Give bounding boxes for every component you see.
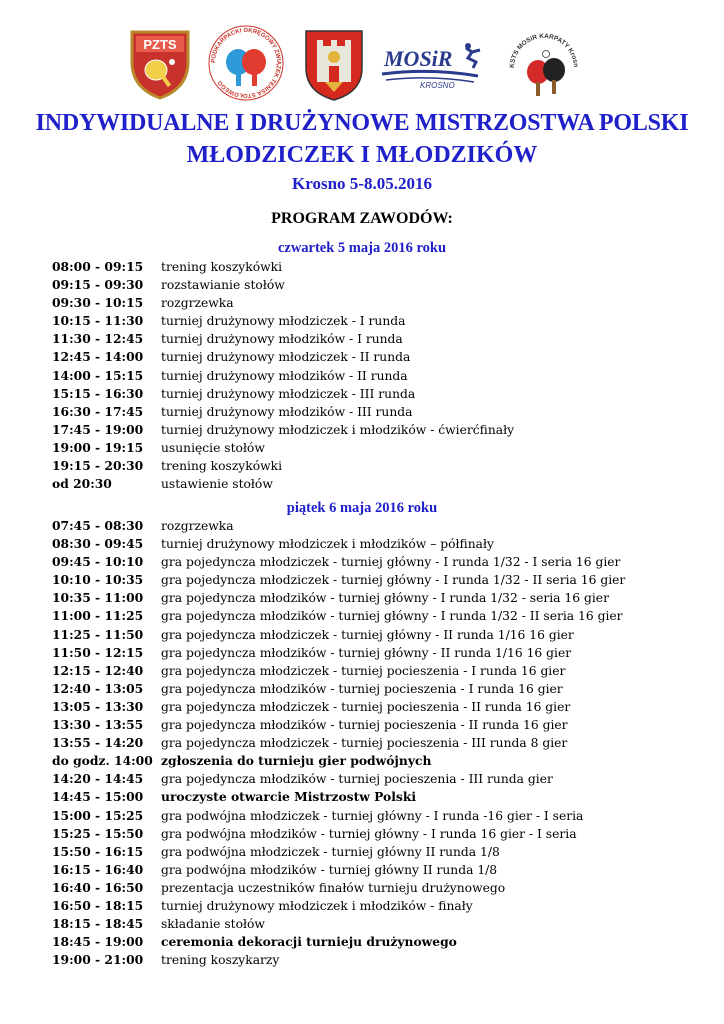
regional-association-logo	[207, 24, 285, 102]
krosno-coat-of-arms	[303, 28, 365, 102]
schedule-time: 11:25 - 11:50	[52, 626, 144, 642]
schedule-time: 15:50 - 16:15	[52, 843, 144, 859]
schedule-activity: rozstawianie stołów	[161, 278, 285, 293]
schedule-activity: rozgrzewka	[161, 519, 234, 533]
schedule-activity: turniej drużynowy młodzików - II runda	[161, 368, 408, 383]
schedule-activity: trening koszykówki	[161, 459, 283, 474]
schedule-activity: gra podwójna młodziczek - turniej główny II runda 1/8	[161, 844, 500, 859]
schedule-activity: gra pojedyncza młodziczek - turniej pocieszenia - I runda 16 gier	[161, 663, 566, 678]
schedule-time: 10:15 - 11:30	[52, 313, 144, 329]
day-heading: czwartek 5 maja 2016 roku	[277, 240, 447, 256]
schedule-row	[52, 933, 692, 951]
schedule-time: 11:30 - 12:45	[52, 331, 144, 347]
schedule-time: 19:00 - 21:00	[52, 952, 144, 968]
schedule-time: 16:50 - 18:15	[52, 897, 144, 913]
schedule-time: 11:50 - 12:15	[52, 644, 144, 660]
schedule-activity: prezentacja uczestników finałów turnieju drużynowego	[161, 880, 506, 895]
schedule-time: 16:30 - 17:45	[52, 403, 144, 419]
mosir-logo-text: MOSiR	[384, 46, 453, 71]
schedule-time: 10:35 - 11:00	[52, 590, 144, 606]
schedule-time: 09:15 - 09:30	[52, 277, 144, 293]
schedule-row	[52, 276, 692, 294]
schedule-activity: turniej drużynowy młodziczek i młodzików - finały	[161, 898, 473, 913]
schedule-row	[52, 879, 692, 897]
schedule-activity: gra pojedyncza młodzików - turniej główny - I runda 1/32 - seria 16 gier	[161, 591, 609, 606]
schedule-activity: gra pojedyncza młodzików - turniej główny - I runda 1/32 - II seria 16 gier	[161, 609, 623, 624]
document-title-line1: INDYWIDUALNE I DRUŻYNOWE MISTRZOSTWA POLSKI	[35, 110, 689, 136]
schedule-activity: gra pojedyncza młodziczek - turniej główny - I runda 1/32 - II seria 16 gier	[161, 573, 626, 588]
schedule-row	[52, 644, 692, 662]
schedule-row	[52, 535, 692, 553]
schedule-time: 19:15 - 20:30	[52, 458, 144, 474]
schedule-row	[52, 571, 692, 589]
schedule-time: 08:30 - 09:45	[52, 536, 144, 552]
schedule-day-1	[52, 258, 692, 493]
schedule-row	[52, 716, 692, 734]
schedule-activity: gra pojedyncza młodzików - turniej pocieszenia - II runda 16 gier	[161, 718, 568, 733]
schedule-row	[52, 626, 692, 644]
ksts-logo-text: KSTS MOSiR KARPATY Krosn	[508, 32, 580, 69]
schedule-time: do godz. 14:00	[52, 753, 153, 769]
schedule-activity: turniej drużynowy młodzików - I runda	[161, 332, 403, 347]
schedule-activity: turniej drużynowy młodziczek - III runda	[161, 386, 416, 401]
schedule-time: 19:00 - 19:15	[52, 439, 144, 455]
schedule-activity: ceremonia dekoracji turnieju drużynowego	[161, 934, 457, 950]
schedule-row	[52, 348, 692, 366]
schedule-time: 17:45 - 19:00	[52, 421, 144, 437]
schedule-time: 15:15 - 16:30	[52, 385, 144, 401]
schedule-time: 14:45 - 15:00	[52, 789, 144, 805]
schedule-time: 18:45 - 19:00	[52, 934, 144, 950]
mosir-city-text: KROSNO	[420, 81, 455, 90]
schedule-time: od 20:30	[52, 476, 112, 492]
schedule-activity: gra pojedyncza młodzików - turniej pocieszenia - I runda 16 gier	[161, 681, 563, 696]
schedule-time: 14:20 - 14:45	[52, 771, 144, 787]
schedule-time: 18:15 - 18:45	[52, 916, 144, 932]
schedule-time: 09:45 - 10:10	[52, 554, 144, 570]
schedule-time: 15:00 - 15:25	[52, 807, 144, 823]
schedule-time: 13:05 - 13:30	[52, 698, 144, 714]
program-heading: PROGRAM ZAWODÓW:	[271, 210, 453, 227]
schedule-activity: gra pojedyncza młodziczek - turniej pocieszenia - II runda 16 gier	[161, 699, 571, 714]
schedule-row	[52, 734, 692, 752]
schedule-row	[52, 258, 692, 276]
schedule-row	[52, 861, 692, 879]
schedule-activity: składanie stołów	[161, 917, 265, 932]
schedule-activity: turniej drużynowy młodziczek i młodzików - ćwierćfinały	[161, 422, 515, 437]
schedule-activity: gra podwójna młodzików - turniej główny II runda 1/8	[161, 862, 498, 877]
schedule-row	[52, 788, 692, 806]
schedule-time: 07:45 - 08:30	[52, 518, 144, 533]
schedule-activity: turniej drużynowy młodziczek i młodzików – półfinały	[161, 537, 494, 552]
schedule-row	[52, 843, 692, 861]
schedule-time: 10:10 - 10:35	[52, 572, 144, 588]
mosir-logo	[380, 40, 492, 92]
schedule-day-2	[52, 517, 692, 969]
schedule-row	[52, 457, 692, 475]
schedule-row	[52, 770, 692, 788]
schedule-row	[52, 475, 692, 493]
schedule-activity: gra pojedyncza młodziczek - turniej pocieszenia - III runda 8 gier	[161, 736, 568, 751]
schedule-time: 12:15 - 12:40	[52, 662, 144, 678]
schedule-time: 11:00 - 11:25	[52, 608, 144, 624]
schedule-row	[52, 680, 692, 698]
document-title-line2: MŁODZICZEK I MŁODZIKÓW	[186, 142, 538, 168]
schedule-row	[52, 589, 692, 607]
schedule-row	[52, 517, 692, 535]
schedule-row	[52, 915, 692, 933]
schedule-activity: gra pojedyncza młodziczek - turniej główny - I runda 1/32 - I seria 16 gier	[161, 555, 621, 570]
schedule-row	[52, 421, 692, 439]
schedule-row	[52, 330, 692, 348]
logo-row	[0, 24, 724, 104]
schedule-row	[52, 607, 692, 625]
schedule-row	[52, 897, 692, 915]
schedule-time: 13:55 - 14:20	[52, 735, 144, 751]
schedule-activity: gra pojedyncza młodzików - turniej główny - II runda 1/16 16 gier	[161, 645, 572, 660]
schedule-time: 15:25 - 15:50	[52, 825, 144, 841]
schedule-row	[52, 403, 692, 421]
document-subtitle: Krosno 5-8.05.2016	[292, 174, 432, 193]
schedule-activity: gra pojedyncza młodziczek - turniej główny - II runda 1/16 16 gier	[161, 627, 574, 642]
schedule-activity: turniej drużynowy młodziczek - II runda	[161, 350, 411, 365]
schedule-row	[52, 553, 692, 571]
schedule-time: 16:15 - 16:40	[52, 861, 144, 877]
schedule-activity: trening koszykówki	[161, 260, 283, 274]
schedule-time: 09:30 - 10:15	[52, 295, 144, 311]
schedule-activity: turniej drużynowy młodziczek - I runda	[161, 314, 406, 329]
schedule-row	[52, 385, 692, 403]
schedule-time: 13:30 - 13:55	[52, 717, 144, 733]
schedule-activity: trening koszykarzy	[161, 953, 280, 968]
schedule-time: 12:40 - 13:05	[52, 680, 144, 696]
pzts-logo	[128, 28, 192, 100]
schedule-activity: ustawienie stołów	[161, 477, 273, 492]
schedule-activity: uroczyste otwarcie Mistrzostw Polski	[161, 789, 417, 805]
schedule-activity: gra pojedyncza młodzików - turniej pocieszenia - III runda gier	[161, 772, 553, 787]
schedule-row	[52, 752, 692, 770]
schedule-row	[52, 312, 692, 330]
regional-logo-text: PODKARPACKI OKRĘGOWY ZWIĄZEK TENISA STOŁOWEGO	[210, 27, 282, 99]
schedule-row	[52, 951, 692, 969]
day-heading: piątek 6 maja 2016 roku	[286, 500, 438, 516]
schedule-activity: turniej drużynowy młodzików - III runda	[161, 404, 413, 419]
schedule-row	[52, 439, 692, 457]
schedule-row	[52, 807, 692, 825]
schedule-time: 16:40 - 16:50	[52, 879, 144, 895]
schedule-time: 08:00 - 09:15	[52, 259, 144, 274]
schedule-activity: gra podwójna młodziczek - turniej główny - I runda -16 gier - I seria	[161, 808, 584, 823]
schedule-activity: gra podwójna młodzików - turniej główny - I runda 16 gier - I seria	[161, 826, 577, 841]
schedule-time: 14:00 - 15:15	[52, 367, 144, 383]
schedule-row	[52, 825, 692, 843]
schedule-time: 12:45 - 14:00	[52, 349, 144, 365]
schedule-row	[52, 698, 692, 716]
schedule-activity: usunięcie stołów	[161, 440, 265, 455]
ksts-logo	[506, 28, 582, 102]
schedule-row	[52, 662, 692, 680]
schedule-activity: zgłoszenia do turnieju gier podwójnych	[161, 753, 432, 769]
schedule-row	[52, 367, 692, 385]
schedule-activity: rozgrzewka	[161, 296, 234, 311]
pzts-logo-text: PZTS	[143, 37, 177, 52]
schedule-row	[52, 294, 692, 312]
